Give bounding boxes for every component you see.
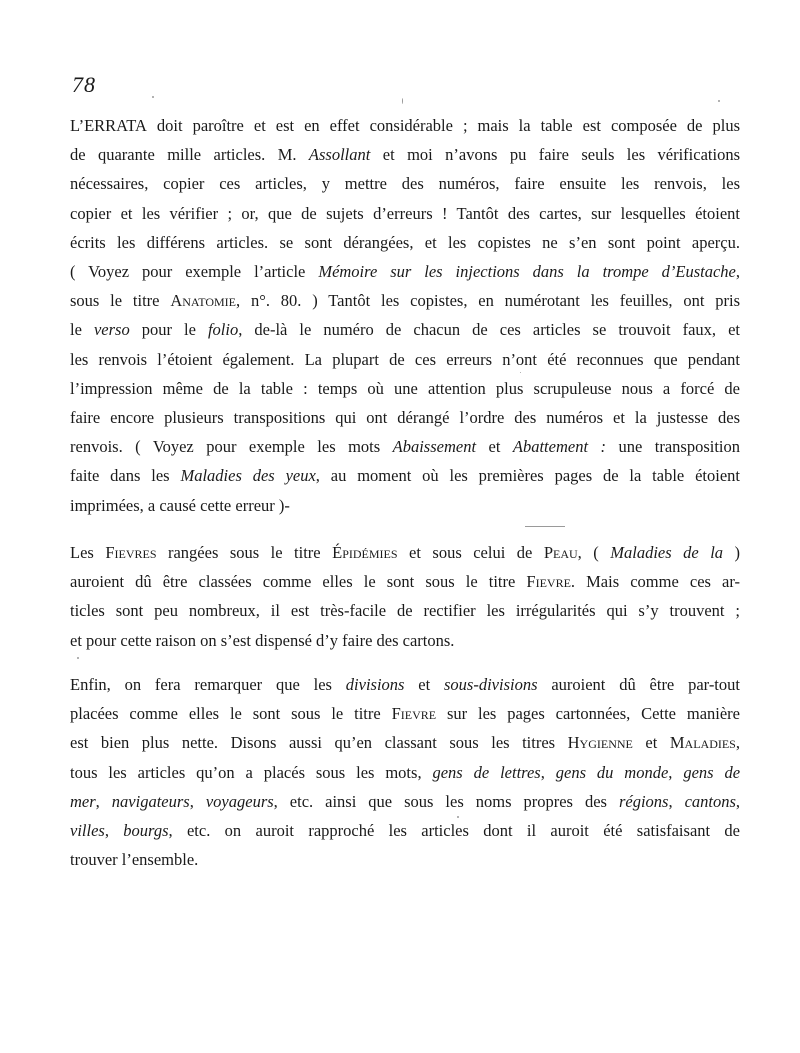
text-run: sur les pages cartonnées, Cette manière — [436, 704, 740, 724]
print-speck — [77, 657, 79, 659]
text-run: et pour cette raison on s’est dispensé d’y faire des cartons. — [70, 630, 455, 650]
text-run: et moi n’avons pu faire seuls les vérifications — [370, 145, 740, 165]
italic-text: Assollant — [308, 145, 371, 165]
text-run: rangées sous le titre — [156, 543, 333, 562]
text-run: pour le — [129, 320, 208, 340]
page-number: 78 — [72, 72, 96, 97]
text-run: ) — [723, 543, 741, 562]
text-run: et — [404, 675, 444, 694]
small-caps-text: Peau — [543, 543, 578, 562]
text-run: imprimées, a causé cette erreur )- — [70, 495, 290, 515]
print-speck — [718, 100, 720, 102]
text-run: , — [95, 791, 112, 811]
paragraph-errata — [70, 111, 740, 520]
small-caps-text: Épidémies — [332, 543, 398, 562]
small-caps-text: Maladies — [669, 733, 736, 753]
text-line — [70, 199, 740, 228]
text-line — [70, 228, 740, 257]
text-line — [70, 670, 740, 699]
text-run: tous les articles qu’on a placés sous les mots, — [70, 762, 433, 782]
text-run: et sous celui de — [397, 543, 544, 562]
small-caps-text: Fievre — [391, 704, 437, 724]
small-caps-text: Fievre — [526, 572, 571, 592]
small-caps-text: Fievres — [105, 543, 157, 562]
italic-text: mer — [70, 791, 96, 811]
italic-text: régions — [618, 791, 669, 811]
text-run: . Mais comme ces ar- — [570, 572, 741, 592]
text-line — [70, 461, 740, 490]
text-run: ( Voyez pour exemple l’article — [70, 262, 319, 282]
text-line — [70, 257, 740, 286]
text-run: , au moment où les premières pages de la table étoient — [315, 466, 741, 486]
text-run: , n°. 80. ) Tantôt les copistes, en numérotant les feuilles, ont pris — [236, 291, 740, 311]
text-run: , etc. ainsi que sous les noms propres des — [273, 791, 619, 811]
italic-text: verso — [93, 320, 130, 340]
italic-text: Abaissement — [392, 437, 477, 457]
print-speck — [402, 98, 403, 104]
text-run: les renvois l’étoient également. La plupart de ces erreurs n’ont été reconnues que pendant — [70, 349, 740, 369]
print-speck — [152, 96, 154, 98]
text-run: auroient dû être classées comme elles le sont sous le titre — [70, 572, 527, 592]
text-run: le — [70, 320, 94, 340]
italic-text: gens de — [683, 762, 741, 782]
text-run: trouver l’ensemble. — [70, 850, 199, 870]
text-run: , — [668, 762, 684, 782]
text-run: , — [104, 821, 124, 841]
text-line — [70, 169, 740, 198]
text-run: , — [668, 791, 685, 811]
italic-text: Abattement : — [512, 437, 606, 457]
small-caps-text: ERRATA — [84, 116, 147, 135]
text-run: faite dans les — [70, 466, 181, 486]
text-run: Enfin, on fera remarquer que les — [70, 675, 346, 694]
small-caps-text: Anatomie — [170, 291, 237, 311]
text-line — [70, 538, 740, 567]
text-run: renvois. ( Voyez pour exemple les mots — [70, 437, 393, 457]
text-run: doit paroître et est en effet considérable ; mais la table est composée de plus — [146, 116, 740, 135]
text-line — [70, 728, 740, 757]
italic-text: divisions — [345, 675, 405, 694]
text-line — [70, 140, 740, 169]
text-line — [70, 567, 740, 596]
text-run: , etc. on auroit rapproché les articles dont il auroit été satisfaisant de — [168, 821, 741, 841]
text-run: nécessaires, copier ces articles, y mettre des numéros, faire ensuite les renvois, les — [70, 174, 740, 194]
italic-text: navigateurs — [111, 791, 190, 811]
text-run: L’ — [70, 116, 85, 135]
italic-text: bourgs — [123, 821, 169, 841]
text-run: , ( — [577, 543, 611, 562]
italic-text: villes — [70, 821, 105, 841]
text-run: l’impression même de la table : temps où une attention plus scrupuleuse nous a forcé de — [70, 378, 740, 398]
italic-text: Mémoire sur les injections dans la trompe d’Eustache — [318, 262, 736, 282]
text-run: copier et les vérifier ; or, que de sujets d’erreurs ! Tantôt des cartes, sur lesquelles étoient — [70, 203, 740, 223]
text-line — [70, 816, 740, 845]
text-run: , — [189, 791, 206, 811]
italic-text: gens du monde — [555, 762, 669, 782]
text-run: , — [735, 791, 741, 811]
italic-text: Maladies des yeux — [180, 466, 316, 486]
text-run: , — [735, 733, 740, 753]
text-line — [70, 374, 740, 403]
italic-text: gens de lettres — [432, 762, 541, 782]
italic-text: voyageurs — [205, 791, 274, 811]
text-line — [70, 403, 740, 432]
paragraph-fievres — [70, 538, 740, 655]
italic-text: sous-divisions — [444, 675, 538, 694]
text-run: faire encore plusieurs transpositions qui ont dérangé l’ordre des numéros et la justesse des — [70, 408, 740, 428]
text-run: auroient dû être par-tout — [537, 675, 740, 694]
text-run: et — [632, 733, 670, 753]
text-line — [70, 626, 740, 655]
print-speck — [525, 526, 565, 527]
text-line — [70, 432, 740, 461]
text-line — [70, 111, 740, 140]
text-run: est bien plus nette. Disons aussi qu’en classant sous les titres — [70, 733, 568, 753]
text-line — [70, 787, 740, 816]
text-run: et — [476, 437, 513, 457]
text-line — [70, 315, 740, 344]
text-line — [70, 699, 740, 728]
text-run: placées comme elles le sont sous le titre — [70, 704, 392, 724]
italic-text: cantons — [684, 791, 736, 811]
text-line — [70, 596, 740, 625]
paragraph-enfin — [70, 670, 740, 874]
text-run: , — [735, 262, 741, 282]
text-line — [70, 491, 740, 520]
text-run: ticles sont peu nombreux, il est très-facile de rectifier les irrégularités qui s’y trouvent ; — [70, 601, 740, 621]
text-run: une transposition — [606, 437, 740, 457]
text-line — [70, 286, 740, 315]
small-caps-text: Hygienne — [567, 733, 633, 753]
text-run: , de-là le numéro de chacun de ces articles se trouvoit faux, et — [238, 320, 740, 340]
text-run: sous le titre — [70, 291, 171, 311]
text-run: , — [540, 762, 556, 782]
italic-text: Maladies de la — [610, 543, 724, 562]
text-line — [70, 345, 740, 374]
text-run: Les — [70, 543, 106, 562]
text-line — [70, 758, 740, 787]
italic-text: folio — [207, 320, 239, 340]
print-speck — [457, 816, 459, 818]
print-speck — [520, 372, 521, 373]
text-run: écrits les différens articles. se sont dérangées, et les copistes ne s’en sont point aperçu. — [70, 232, 740, 252]
text-line — [70, 845, 740, 874]
text-run: de quarante mille articles. M. — [70, 145, 309, 165]
